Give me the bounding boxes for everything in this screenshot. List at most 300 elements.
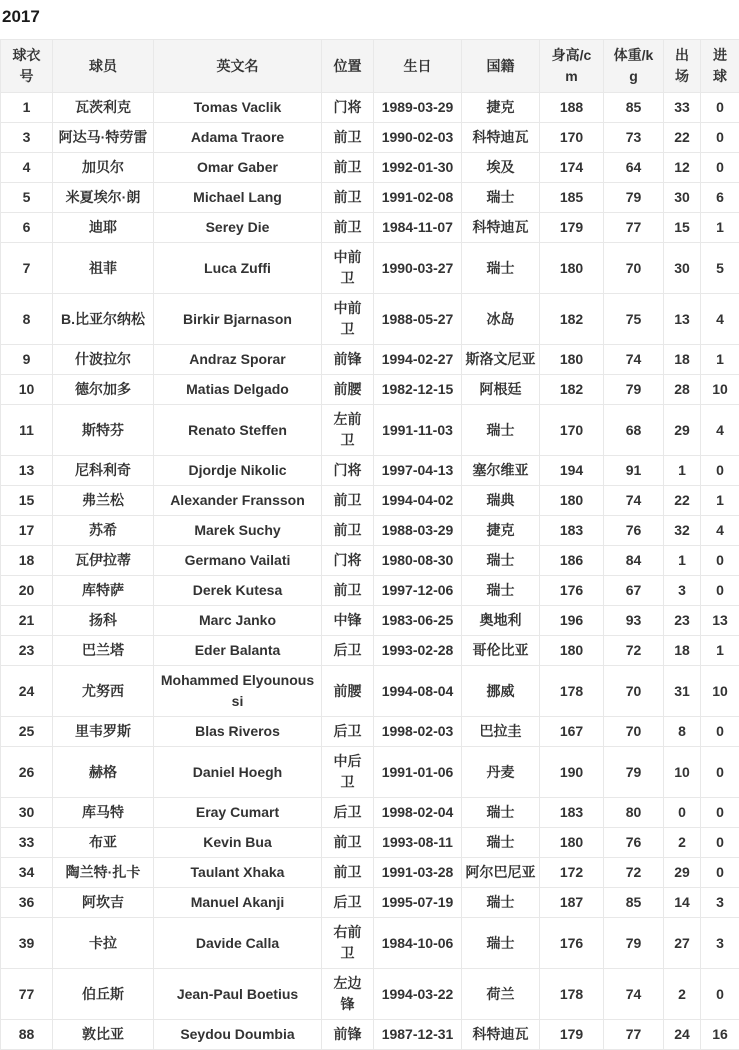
table-cell: 1991-11-03 — [374, 405, 462, 456]
table-cell: 25 — [1, 717, 53, 747]
table-cell: 70 — [604, 717, 664, 747]
table-cell: Mohammed Elyounoussi — [154, 666, 322, 717]
table-cell: 88 — [1, 1020, 53, 1050]
table-cell: 30 — [1, 798, 53, 828]
table-cell: 77 — [1, 969, 53, 1020]
table-cell: 180 — [540, 345, 604, 375]
table-cell: 捷克 — [462, 516, 540, 546]
table-cell: Davide Calla — [154, 918, 322, 969]
table-cell: 挪威 — [462, 666, 540, 717]
table-cell: 前卫 — [322, 486, 374, 516]
table-row — [1, 828, 739, 858]
table-cell: 0 — [701, 969, 739, 1020]
table-cell: 16 — [701, 1020, 739, 1050]
table-cell: 瑞典 — [462, 486, 540, 516]
table-cell: 13 — [701, 606, 739, 636]
table-cell: 0 — [701, 828, 739, 858]
table-cell: 1991-02-08 — [374, 183, 462, 213]
table-cell: Eray Cumart — [154, 798, 322, 828]
table-cell: 瑞士 — [462, 405, 540, 456]
table-cell: 前卫 — [322, 213, 374, 243]
table-cell: 扬科 — [53, 606, 154, 636]
table-row — [1, 345, 739, 375]
table-cell: 布亚 — [53, 828, 154, 858]
table-cell: 1 — [664, 546, 701, 576]
table-cell: 186 — [540, 546, 604, 576]
table-cell: 79 — [604, 747, 664, 798]
table-cell: 1984-11-07 — [374, 213, 462, 243]
table-cell: 瑞士 — [462, 918, 540, 969]
table-cell: 23 — [664, 606, 701, 636]
table-cell: Omar Gaber — [154, 153, 322, 183]
table-cell: 捷克 — [462, 93, 540, 123]
table-cell: 10 — [701, 375, 739, 405]
table-cell: 瑞士 — [462, 888, 540, 918]
column-header: 英文名 — [154, 40, 322, 93]
table-cell: 176 — [540, 576, 604, 606]
table-cell: 4 — [701, 516, 739, 546]
table-cell: 1994-08-04 — [374, 666, 462, 717]
table-cell: 前卫 — [322, 516, 374, 546]
table-cell: 33 — [664, 93, 701, 123]
table-cell: 77 — [604, 213, 664, 243]
table-cell: 64 — [604, 153, 664, 183]
table-cell: 182 — [540, 375, 604, 405]
table-cell: 24 — [664, 1020, 701, 1050]
table-cell: 74 — [604, 969, 664, 1020]
table-cell: 1988-03-29 — [374, 516, 462, 546]
table-cell: 中后卫 — [322, 747, 374, 798]
table-cell: 瓦茨利克 — [53, 93, 154, 123]
table-cell: 5 — [1, 183, 53, 213]
table-cell: 门将 — [322, 93, 374, 123]
column-header: 出场 — [664, 40, 701, 93]
table-cell: 4 — [701, 294, 739, 345]
table-cell: 180 — [540, 636, 604, 666]
table-cell: Germano Vailati — [154, 546, 322, 576]
table-cell: Renato Steffen — [154, 405, 322, 456]
table-cell: 科特迪瓦 — [462, 213, 540, 243]
table-cell: 伯丘斯 — [53, 969, 154, 1020]
table-cell: Tomas Vaclik — [154, 93, 322, 123]
table-cell: 6 — [1, 213, 53, 243]
table-cell: 科特迪瓦 — [462, 1020, 540, 1050]
table-row — [1, 183, 739, 213]
table-cell: 174 — [540, 153, 604, 183]
table-cell: 29 — [664, 858, 701, 888]
table-row — [1, 375, 739, 405]
table-cell: 卡拉 — [53, 918, 154, 969]
table-cell: 79 — [604, 918, 664, 969]
table-cell: 弗兰松 — [53, 486, 154, 516]
table-cell: 91 — [604, 456, 664, 486]
table-cell: 1 — [701, 345, 739, 375]
column-header: 生日 — [374, 40, 462, 93]
table-cell: 1 — [701, 486, 739, 516]
table-cell: 塞尔维亚 — [462, 456, 540, 486]
table-row — [1, 1020, 739, 1050]
table-cell: 67 — [604, 576, 664, 606]
table-cell: Marek Suchy — [154, 516, 322, 546]
table-cell: 阿达马·特劳雷 — [53, 123, 154, 153]
table-cell: 194 — [540, 456, 604, 486]
table-cell: 20 — [1, 576, 53, 606]
table-cell: 0 — [701, 546, 739, 576]
page-title: 2017 — [0, 0, 739, 39]
table-cell: 1997-04-13 — [374, 456, 462, 486]
table-cell: 5 — [701, 243, 739, 294]
table-row — [1, 405, 739, 456]
table-cell: 1990-03-27 — [374, 243, 462, 294]
table-cell: 73 — [604, 123, 664, 153]
table-cell: 76 — [604, 828, 664, 858]
table-cell: 24 — [1, 666, 53, 717]
table-cell: 斯特芬 — [53, 405, 154, 456]
table-cell: 34 — [1, 858, 53, 888]
table-row — [1, 243, 739, 294]
table-cell: 9 — [1, 345, 53, 375]
column-header: 进球 — [701, 40, 739, 93]
table-cell: 1 — [701, 213, 739, 243]
table-row — [1, 456, 739, 486]
table-cell: 18 — [1, 546, 53, 576]
table-cell: 180 — [540, 828, 604, 858]
table-cell: 埃及 — [462, 153, 540, 183]
column-header: 国籍 — [462, 40, 540, 93]
table-cell: 8 — [1, 294, 53, 345]
table-cell: Manuel Akanji — [154, 888, 322, 918]
table-cell: 3 — [701, 918, 739, 969]
table-cell: 13 — [1, 456, 53, 486]
table-cell: 28 — [664, 375, 701, 405]
table-cell: 德尔加多 — [53, 375, 154, 405]
table-cell: 荷兰 — [462, 969, 540, 1020]
table-cell: 172 — [540, 858, 604, 888]
table-cell: 冰岛 — [462, 294, 540, 345]
table-cell: 尼科利奇 — [53, 456, 154, 486]
table-cell: 0 — [701, 717, 739, 747]
table-cell: 80 — [604, 798, 664, 828]
table-cell: 前卫 — [322, 183, 374, 213]
table-cell: 巴拉圭 — [462, 717, 540, 747]
table-cell: 190 — [540, 747, 604, 798]
table-cell: Matias Delgado — [154, 375, 322, 405]
table-body — [1, 93, 739, 1050]
table-cell: 1998-02-04 — [374, 798, 462, 828]
table-cell: 瑞士 — [462, 546, 540, 576]
table-cell: 18 — [664, 636, 701, 666]
table-cell: Birkir Bjarnason — [154, 294, 322, 345]
table-cell: 1994-03-22 — [374, 969, 462, 1020]
table-cell: 瓦伊拉蒂 — [53, 546, 154, 576]
table-cell: 科特迪瓦 — [462, 123, 540, 153]
table-cell: 0 — [701, 747, 739, 798]
table-cell: 72 — [604, 636, 664, 666]
table-row — [1, 747, 739, 798]
table-header — [1, 40, 739, 93]
table-cell: 瑞士 — [462, 828, 540, 858]
table-cell: 167 — [540, 717, 604, 747]
table-cell: 10 — [701, 666, 739, 717]
table-cell: 后卫 — [322, 798, 374, 828]
table-cell: 79 — [604, 183, 664, 213]
table-cell: 门将 — [322, 546, 374, 576]
table-cell: 2 — [664, 969, 701, 1020]
table-cell: 1 — [701, 636, 739, 666]
table-cell: Serey Die — [154, 213, 322, 243]
table-cell: 1984-10-06 — [374, 918, 462, 969]
table-cell: 0 — [701, 798, 739, 828]
table-cell: 1990-02-03 — [374, 123, 462, 153]
table-cell: 门将 — [322, 456, 374, 486]
table-row — [1, 213, 739, 243]
column-header: 球员 — [53, 40, 154, 93]
table-cell: 77 — [604, 1020, 664, 1050]
table-cell: 中前卫 — [322, 243, 374, 294]
table-cell: 0 — [664, 798, 701, 828]
table-cell: 1992-01-30 — [374, 153, 462, 183]
table-row — [1, 858, 739, 888]
table-cell: 1988-05-27 — [374, 294, 462, 345]
table-cell: 前卫 — [322, 153, 374, 183]
table-cell: 米夏埃尔·朗 — [53, 183, 154, 213]
table-cell: 170 — [540, 405, 604, 456]
table-cell: 39 — [1, 918, 53, 969]
table-cell: 4 — [1, 153, 53, 183]
table-cell: 27 — [664, 918, 701, 969]
table-cell: 6 — [701, 183, 739, 213]
table-cell: 10 — [1, 375, 53, 405]
table-cell: 1982-12-15 — [374, 375, 462, 405]
table-cell: 70 — [604, 243, 664, 294]
table-cell: 前锋 — [322, 1020, 374, 1050]
column-header: 身高/cm — [540, 40, 604, 93]
table-cell: 30 — [664, 243, 701, 294]
table-cell: 72 — [604, 858, 664, 888]
table-cell: Marc Janko — [154, 606, 322, 636]
table-cell: 183 — [540, 798, 604, 828]
table-cell: 33 — [1, 828, 53, 858]
table-cell: 陶兰特·扎卡 — [53, 858, 154, 888]
table-cell: Derek Kutesa — [154, 576, 322, 606]
table-cell: 后卫 — [322, 636, 374, 666]
table-cell: 1983-06-25 — [374, 606, 462, 636]
table-cell: 15 — [664, 213, 701, 243]
table-cell: 180 — [540, 486, 604, 516]
table-cell: 68 — [604, 405, 664, 456]
table-cell: 瑞士 — [462, 576, 540, 606]
table-cell: 阿根廷 — [462, 375, 540, 405]
table-cell: 苏希 — [53, 516, 154, 546]
table-cell: 奥地利 — [462, 606, 540, 636]
table-cell: 1994-02-27 — [374, 345, 462, 375]
table-row — [1, 153, 739, 183]
table-cell: 1991-03-28 — [374, 858, 462, 888]
table-cell: 176 — [540, 918, 604, 969]
table-cell: 18 — [664, 345, 701, 375]
table-cell: 尤努西 — [53, 666, 154, 717]
table-cell: 10 — [664, 747, 701, 798]
table-cell: 75 — [604, 294, 664, 345]
table-cell: 什波拉尔 — [53, 345, 154, 375]
table-cell: 前卫 — [322, 828, 374, 858]
table-cell: 70 — [604, 666, 664, 717]
table-cell: B.比亚尔纳松 — [53, 294, 154, 345]
table-cell: 7 — [1, 243, 53, 294]
table-cell: 0 — [701, 576, 739, 606]
table-row — [1, 576, 739, 606]
table-cell: 1993-02-28 — [374, 636, 462, 666]
table-cell: 21 — [1, 606, 53, 636]
table-cell: 前卫 — [322, 858, 374, 888]
table-cell: 左边锋 — [322, 969, 374, 1020]
table-cell: 1980-08-30 — [374, 546, 462, 576]
player-table — [0, 39, 739, 1050]
table-cell: Taulant Xhaka — [154, 858, 322, 888]
header-row — [1, 40, 739, 93]
table-row — [1, 666, 739, 717]
table-cell: 178 — [540, 666, 604, 717]
table-cell: 0 — [701, 858, 739, 888]
table-cell: 阿坎吉 — [53, 888, 154, 918]
column-header: 体重/kg — [604, 40, 664, 93]
table-cell: 32 — [664, 516, 701, 546]
table-cell: 179 — [540, 1020, 604, 1050]
table-cell: 巴兰塔 — [53, 636, 154, 666]
table-cell: 右前卫 — [322, 918, 374, 969]
table-cell: 瑞士 — [462, 243, 540, 294]
table-cell: 后卫 — [322, 717, 374, 747]
table-cell: 93 — [604, 606, 664, 636]
table-row — [1, 717, 739, 747]
table-cell: 迪耶 — [53, 213, 154, 243]
table-cell: 3 — [701, 888, 739, 918]
table-cell: 库马特 — [53, 798, 154, 828]
table-cell: 瑞士 — [462, 183, 540, 213]
table-row — [1, 636, 739, 666]
column-header: 球衣号 — [1, 40, 53, 93]
table-cell: 瑞士 — [462, 798, 540, 828]
table-cell: 26 — [1, 747, 53, 798]
table-cell: 阿尔巴尼亚 — [462, 858, 540, 888]
table-cell: Blas Riveros — [154, 717, 322, 747]
table-cell: 22 — [664, 486, 701, 516]
table-cell: 23 — [1, 636, 53, 666]
table-cell: 22 — [664, 123, 701, 153]
table-cell: 前卫 — [322, 123, 374, 153]
table-cell: 1994-04-02 — [374, 486, 462, 516]
table-cell: 0 — [701, 456, 739, 486]
table-cell: 8 — [664, 717, 701, 747]
table-cell: 14 — [664, 888, 701, 918]
table-cell: 76 — [604, 516, 664, 546]
table-cell: 1989-03-29 — [374, 93, 462, 123]
table-cell: 3 — [1, 123, 53, 153]
table-row — [1, 918, 739, 969]
table-cell: 0 — [701, 123, 739, 153]
table-cell: 13 — [664, 294, 701, 345]
table-cell: 前腰 — [322, 666, 374, 717]
table-cell: 17 — [1, 516, 53, 546]
table-cell: 12 — [664, 153, 701, 183]
table-cell: 187 — [540, 888, 604, 918]
table-cell: Alexander Fransson — [154, 486, 322, 516]
table-row — [1, 294, 739, 345]
table-row — [1, 486, 739, 516]
table-cell: 左前卫 — [322, 405, 374, 456]
table-row — [1, 606, 739, 636]
table-row — [1, 969, 739, 1020]
table-cell: 2 — [664, 828, 701, 858]
table-cell: Michael Lang — [154, 183, 322, 213]
table-cell: 斯洛文尼亚 — [462, 345, 540, 375]
table-cell: 31 — [664, 666, 701, 717]
table-cell: 中前卫 — [322, 294, 374, 345]
table-cell: 1 — [664, 456, 701, 486]
table-cell: 170 — [540, 123, 604, 153]
table-cell: 183 — [540, 516, 604, 546]
table-cell: 加贝尔 — [53, 153, 154, 183]
table-cell: Kevin Bua — [154, 828, 322, 858]
table-cell: 15 — [1, 486, 53, 516]
table-cell: 哥伦比亚 — [462, 636, 540, 666]
table-cell: 1997-12-06 — [374, 576, 462, 606]
table-row — [1, 516, 739, 546]
table-cell: 36 — [1, 888, 53, 918]
table-cell: 前卫 — [322, 576, 374, 606]
table-cell: 里韦罗斯 — [53, 717, 154, 747]
table-cell: 1993-08-11 — [374, 828, 462, 858]
table-cell: Eder Balanta — [154, 636, 322, 666]
table-cell: 85 — [604, 888, 664, 918]
table-cell: 0 — [701, 93, 739, 123]
table-row — [1, 546, 739, 576]
table-cell: 赫格 — [53, 747, 154, 798]
table-cell: Luca Zuffi — [154, 243, 322, 294]
table-cell: 30 — [664, 183, 701, 213]
table-cell: Adama Traore — [154, 123, 322, 153]
table-cell: 84 — [604, 546, 664, 576]
table-cell: 前腰 — [322, 375, 374, 405]
table-cell: 182 — [540, 294, 604, 345]
table-cell: 敦比亚 — [53, 1020, 154, 1050]
table-cell: 29 — [664, 405, 701, 456]
column-header: 位置 — [322, 40, 374, 93]
table-row — [1, 888, 739, 918]
table-cell: 74 — [604, 345, 664, 375]
table-cell: Daniel Hoegh — [154, 747, 322, 798]
table-cell: 4 — [701, 405, 739, 456]
table-cell: Djordje Nikolic — [154, 456, 322, 486]
table-cell: 1987-12-31 — [374, 1020, 462, 1050]
table-cell: 丹麦 — [462, 747, 540, 798]
table-cell: 1991-01-06 — [374, 747, 462, 798]
table-cell: 后卫 — [322, 888, 374, 918]
table-cell: 3 — [664, 576, 701, 606]
table-cell: 85 — [604, 93, 664, 123]
table-cell: 179 — [540, 213, 604, 243]
table-cell: 185 — [540, 183, 604, 213]
table-cell: 库特萨 — [53, 576, 154, 606]
table-cell: 1995-07-19 — [374, 888, 462, 918]
table-cell: 祖菲 — [53, 243, 154, 294]
table-row — [1, 123, 739, 153]
table-cell: 180 — [540, 243, 604, 294]
table-cell: 1998-02-03 — [374, 717, 462, 747]
table-cell: 196 — [540, 606, 604, 636]
table-cell: 74 — [604, 486, 664, 516]
table-cell: Seydou Doumbia — [154, 1020, 322, 1050]
